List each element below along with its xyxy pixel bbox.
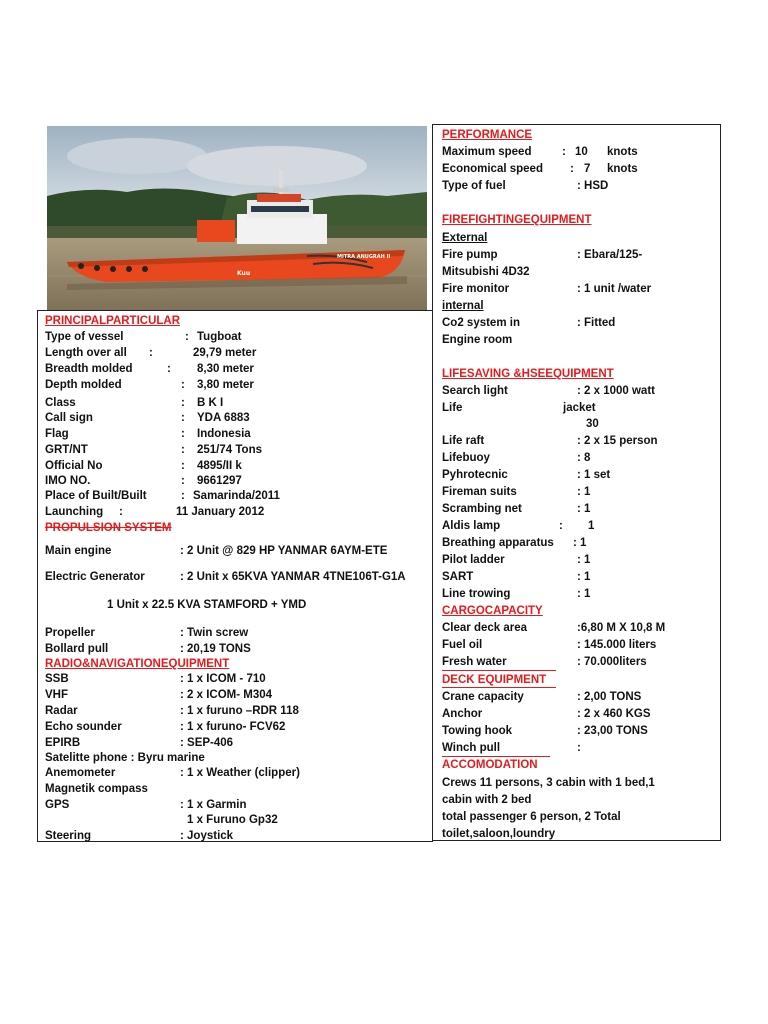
life-jacket-qty: 30 bbox=[586, 418, 599, 430]
radio-heading: RADIO&NAVIGATIONEQUIPMENT bbox=[45, 658, 230, 670]
external-label: External bbox=[442, 232, 488, 244]
accommodation-line: total passenger 6 person, 2 Total bbox=[442, 811, 621, 823]
hull-name: MITRA ANUGRAH II bbox=[337, 254, 391, 260]
firefighting-heading: FIREFIGHTINGEQUIPMENT bbox=[442, 214, 592, 226]
tugboat-photo bbox=[47, 126, 427, 310]
cargo-heading: CARGOCAPACITY bbox=[442, 605, 543, 617]
lifesaving-heading: LIFESAVING &HSEEQUIPMENT bbox=[442, 368, 614, 380]
gps-row-2: 1 x Furuno Gp32 bbox=[187, 814, 278, 826]
accommodation-line: Crews 11 persons, 3 cabin with 1 bed,1 bbox=[442, 777, 655, 789]
fire-pump-row-2: Mitsubishi 4D32 bbox=[442, 266, 530, 278]
internal-label: internal bbox=[442, 300, 484, 312]
cargo-underline bbox=[442, 670, 556, 671]
principal-heading: PRINCIPALPARTICULAR bbox=[45, 315, 181, 327]
accommodation-line: toilet,saloon,loundry bbox=[442, 828, 556, 840]
deck-heading: DECK EQUIPMENT bbox=[442, 674, 547, 686]
performance-heading: PERFORMANCE bbox=[442, 129, 533, 141]
deck-underline bbox=[442, 687, 556, 688]
compass-row: Magnetik compass bbox=[45, 783, 148, 795]
accommodation-line: cabin with 2 bed bbox=[442, 794, 532, 806]
satellite-row: Satelitte phone : Byru marine bbox=[45, 752, 205, 764]
engine-room-row: Engine room bbox=[442, 334, 513, 346]
deck-underline-2 bbox=[442, 756, 550, 757]
hull-number: Kuu bbox=[237, 270, 251, 277]
generator-extra: 1 Unit x 22.5 KVA STAMFORD + YMD bbox=[107, 599, 307, 611]
propulsion-heading: PROPULSION SYSTEM bbox=[45, 522, 172, 534]
accommodation-heading: ACCOMODATION bbox=[442, 759, 538, 771]
